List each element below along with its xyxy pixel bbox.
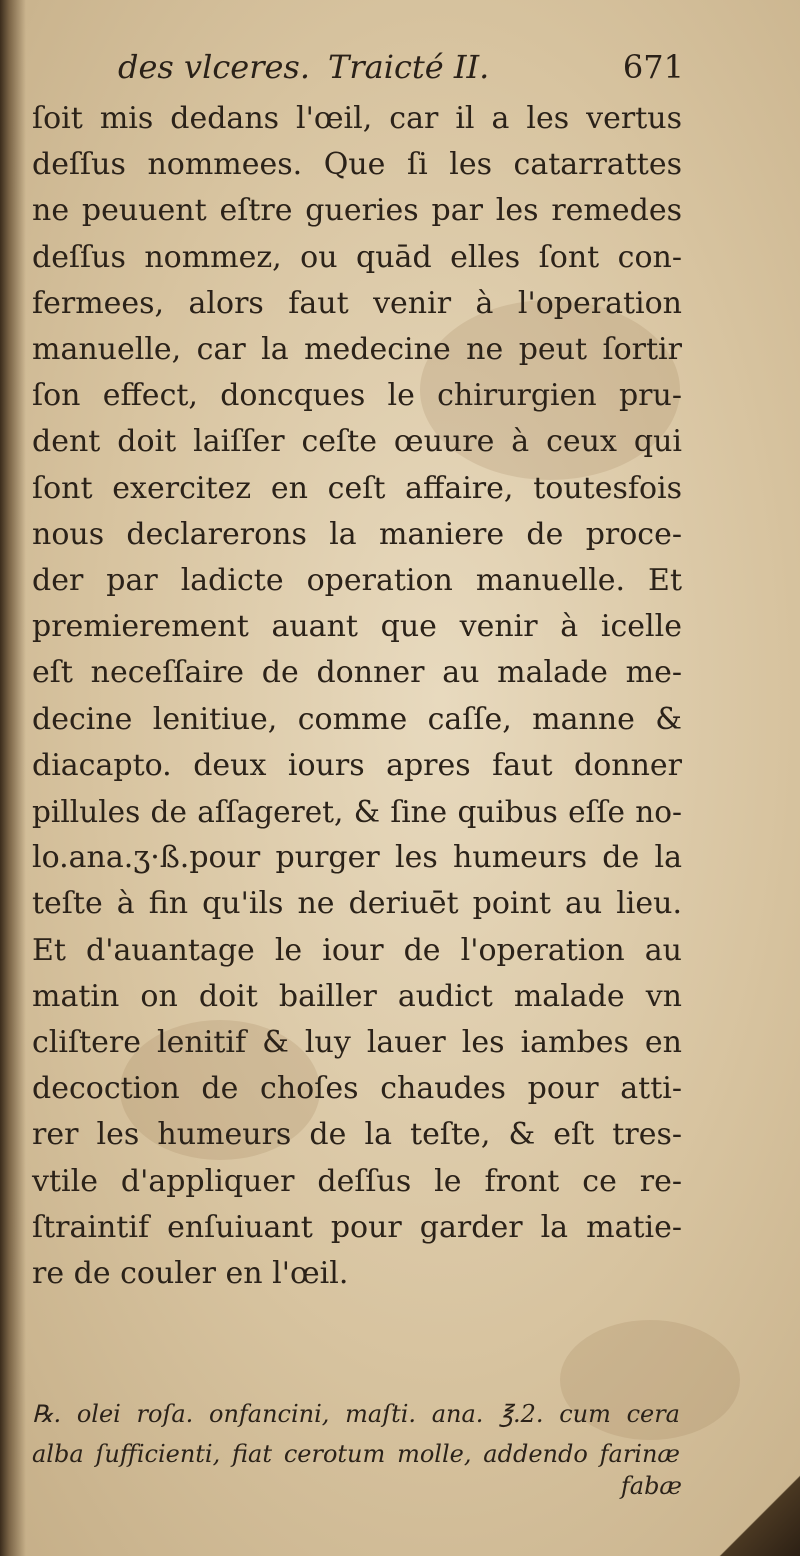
recipe-line: alba ſufficienti, fiat cerotum molle, addendo farinæ xyxy=(32,1440,680,1468)
text-line: premierement auant que venir à icelle xyxy=(32,609,682,645)
text-line: teſte à fin qu'ils ne deriuēt point au lieu. xyxy=(32,886,682,922)
text-line: diacapto. deux iours apres faut donner xyxy=(32,747,682,783)
text-line: manuelle, car la medecine ne peut ſortir xyxy=(32,332,682,368)
binding-gutter xyxy=(0,0,26,1556)
text-line: ſon effect, doncques le chirurgien pru- xyxy=(32,378,682,414)
text-line: matin on doit bailler audict malade vn xyxy=(32,978,682,1014)
text-line: rer les humeurs de la teſte, & eſt tres- xyxy=(32,1117,682,1153)
recipe-line: ℞. olei roſa. onfancini, maſti. ana. ℥.2. cum cera xyxy=(32,1400,680,1428)
text-line: decoction de choſes chaudes pour atti- xyxy=(32,1071,682,1107)
treatise-title: Traicté II. xyxy=(328,48,490,86)
page-corner-shadow xyxy=(710,1466,800,1556)
text-line: ſont exercitez en ceſt affaire, toutesfois xyxy=(32,470,682,506)
running-title: des vlceres. xyxy=(118,48,311,86)
text-line: deſſus nommees. Que ſi les catarrattes xyxy=(32,147,682,183)
text-line: ne peuuent eſtre gueries par les remedes xyxy=(32,193,682,229)
text-line: eſt neceſſaire de donner au malade me- xyxy=(32,655,682,691)
text-line: re de couler en l'œil. xyxy=(32,1256,349,1292)
text-line: der par ladicte operation manuelle. Et xyxy=(32,563,682,599)
text-line: cliſtere lenitif & luy lauer les iambes en xyxy=(32,1025,682,1061)
catchword: fabæ xyxy=(620,1472,682,1500)
running-header xyxy=(118,42,684,92)
text-line: ſtraintif enſuiuant pour garder la matie- xyxy=(32,1209,682,1245)
text-line: nous declarerons la maniere de proce- xyxy=(32,516,682,552)
page-number: 671 xyxy=(622,48,684,86)
text-line: vtile d'appliquer deſſus le front ce re- xyxy=(32,1163,682,1199)
recipe-block xyxy=(32,1394,680,1474)
text-line: Et d'auantage le iour de l'operation au xyxy=(32,932,682,968)
text-line: fermees, alors faut venir à l'operation xyxy=(32,285,682,321)
text-line: pillules de aſſageret, & ſine quibus eſſe no- xyxy=(32,795,682,830)
text-line: ſoit mis dedans l'œil, car il a les vertus xyxy=(32,101,682,136)
body-text xyxy=(32,96,682,1297)
text-line: dent doit laiſſer ceſte œuure à ceux qui xyxy=(32,424,682,460)
text-line: decine lenitiue, comme caſſe, manne & xyxy=(32,701,682,737)
text-line: deſſus nommez, ou quād elles ſont con- xyxy=(32,239,682,275)
text-line: lo.ana.ʒ·ß.pour purger les humeurs de la xyxy=(32,840,682,876)
